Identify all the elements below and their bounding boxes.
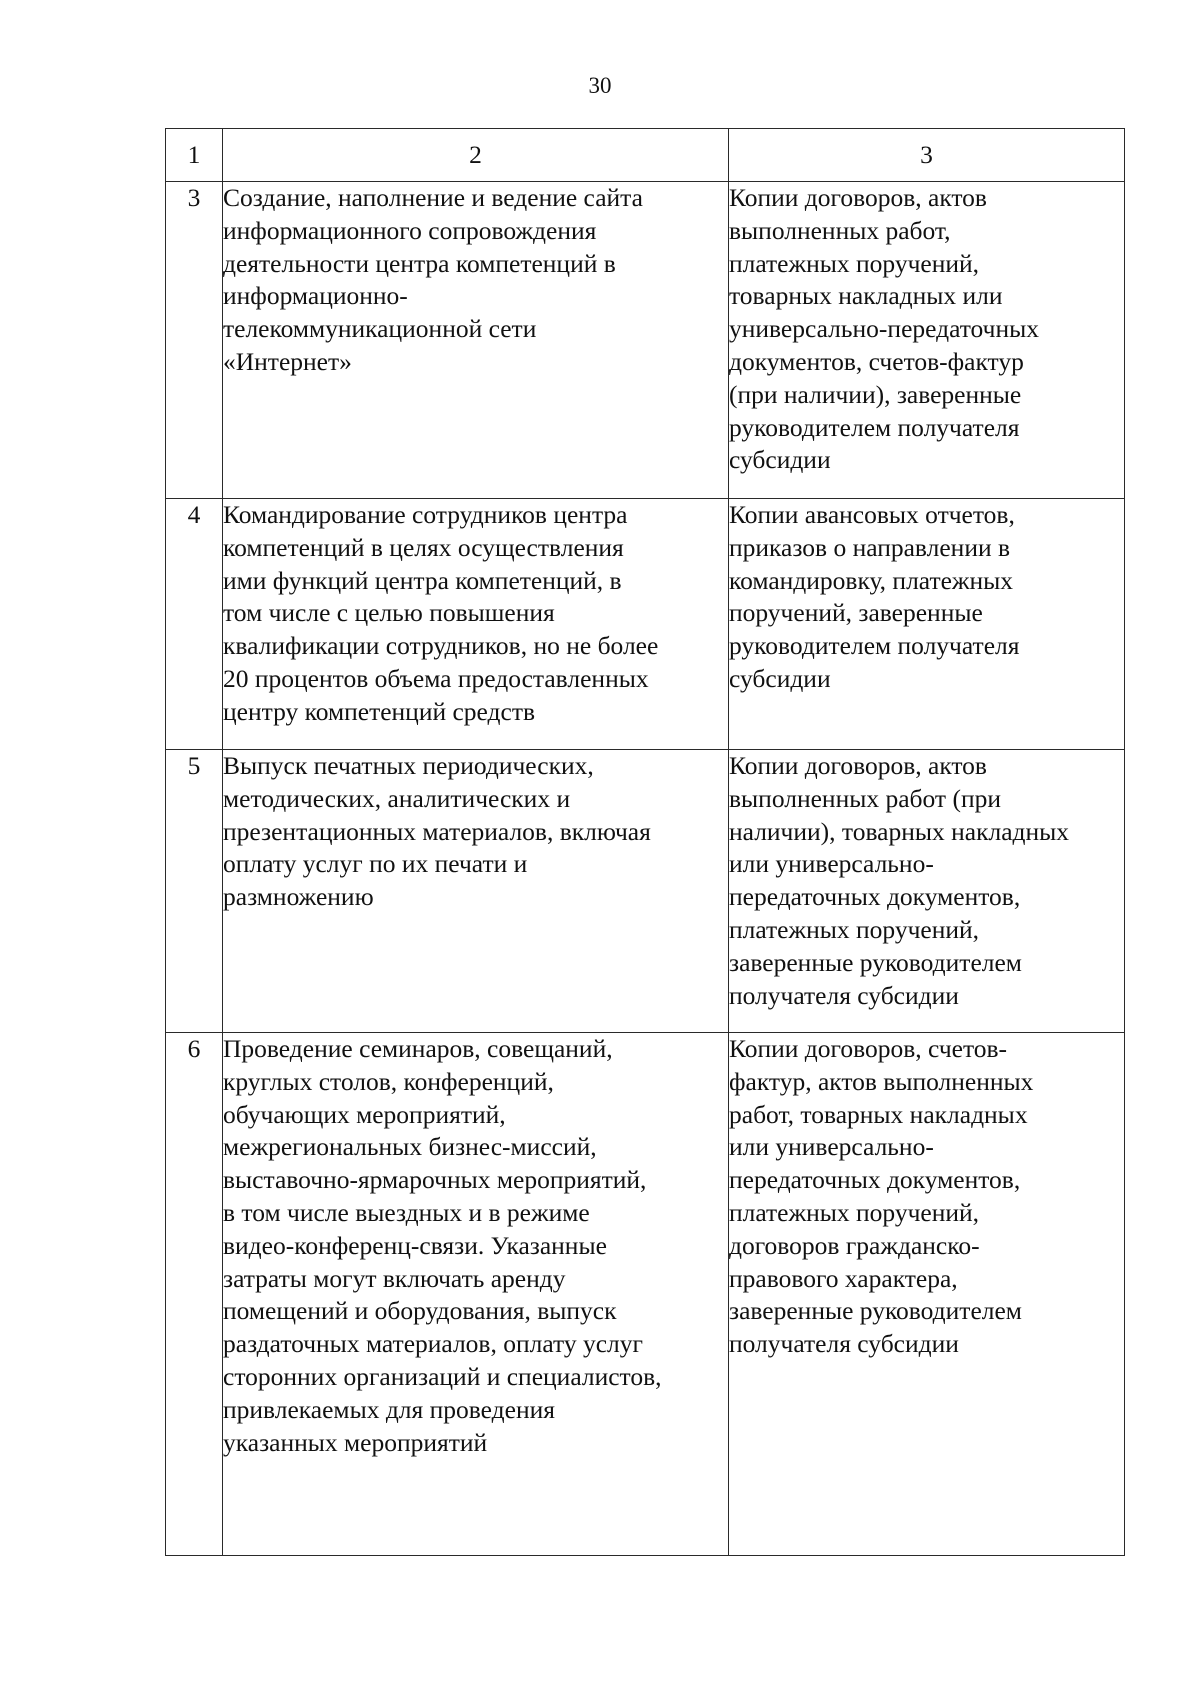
column-number-2: 2 [223, 129, 729, 182]
row-number: 5 [166, 750, 223, 1033]
supporting-documents: Копии договоров, счетов- фактур, актов выполненных работ, товарных накладных или универсально- передаточных документов, платежных поручений, договоров гражданско- правового характера, заверенные руководителем получателя субсидии [729, 1033, 1125, 1556]
supporting-documents: Копии договоров, актов выполненных работ, платежных поручений, товарных накладных или универсально-передаточных документов, счетов-фактур (при наличии), заверенные руководителем получателя субсидии [729, 182, 1125, 499]
expenses-table [165, 128, 1125, 1556]
expense-description: Выпуск печатных периодических, методических, аналитических и презентационных материалов, включая оплату услуг по их печати и размножению [223, 750, 729, 1033]
expense-description: Командирование сотрудников центра компетенций в целях осуществления ими функций центра компетенций, в том числе с целью повышения квалификации сотрудников, но не более 20 процентов объема предоставленных центру компетенций средств [223, 499, 729, 750]
table-row [166, 182, 1125, 499]
table-row [166, 1033, 1125, 1556]
expense-description: Создание, наполнение и ведение сайта информационного сопровождения деятельности центра компетенций в информационно- телекоммуникационной сети «Интернет» [223, 182, 729, 499]
supporting-documents: Копии авансовых отчетов, приказов о направлении в командировку, платежных поручений, заверенные руководителем получателя субсидии [729, 499, 1125, 750]
column-number-1: 1 [166, 129, 223, 182]
page-number: 30 [588, 73, 612, 98]
table-row [166, 750, 1125, 1033]
table-header-row [166, 129, 1125, 182]
row-number: 3 [166, 182, 223, 499]
column-number-3: 3 [729, 129, 1125, 182]
supporting-documents: Копии договоров, актов выполненных работ (при наличии), товарных накладных или универсально- передаточных документов, платежных поручений, заверенные руководителем получателя субсидии [729, 750, 1125, 1033]
row-number: 4 [166, 499, 223, 750]
row-number: 6 [166, 1033, 223, 1556]
expense-description: Проведение семинаров, совещаний, круглых столов, конференций, обучающих мероприятий, межрегиональных бизнес-миссий, выставочно-ярмарочных мероприятий, в том числе выездных и в режиме видео-конференц-связи. Указанные затраты могут включать аренду помещений и оборудования, выпуск раздаточных материалов, оплату услуг сторонних организаций и специалистов, привлекаемых для проведения указанных мероприятий [223, 1033, 729, 1556]
table-row [166, 499, 1125, 750]
